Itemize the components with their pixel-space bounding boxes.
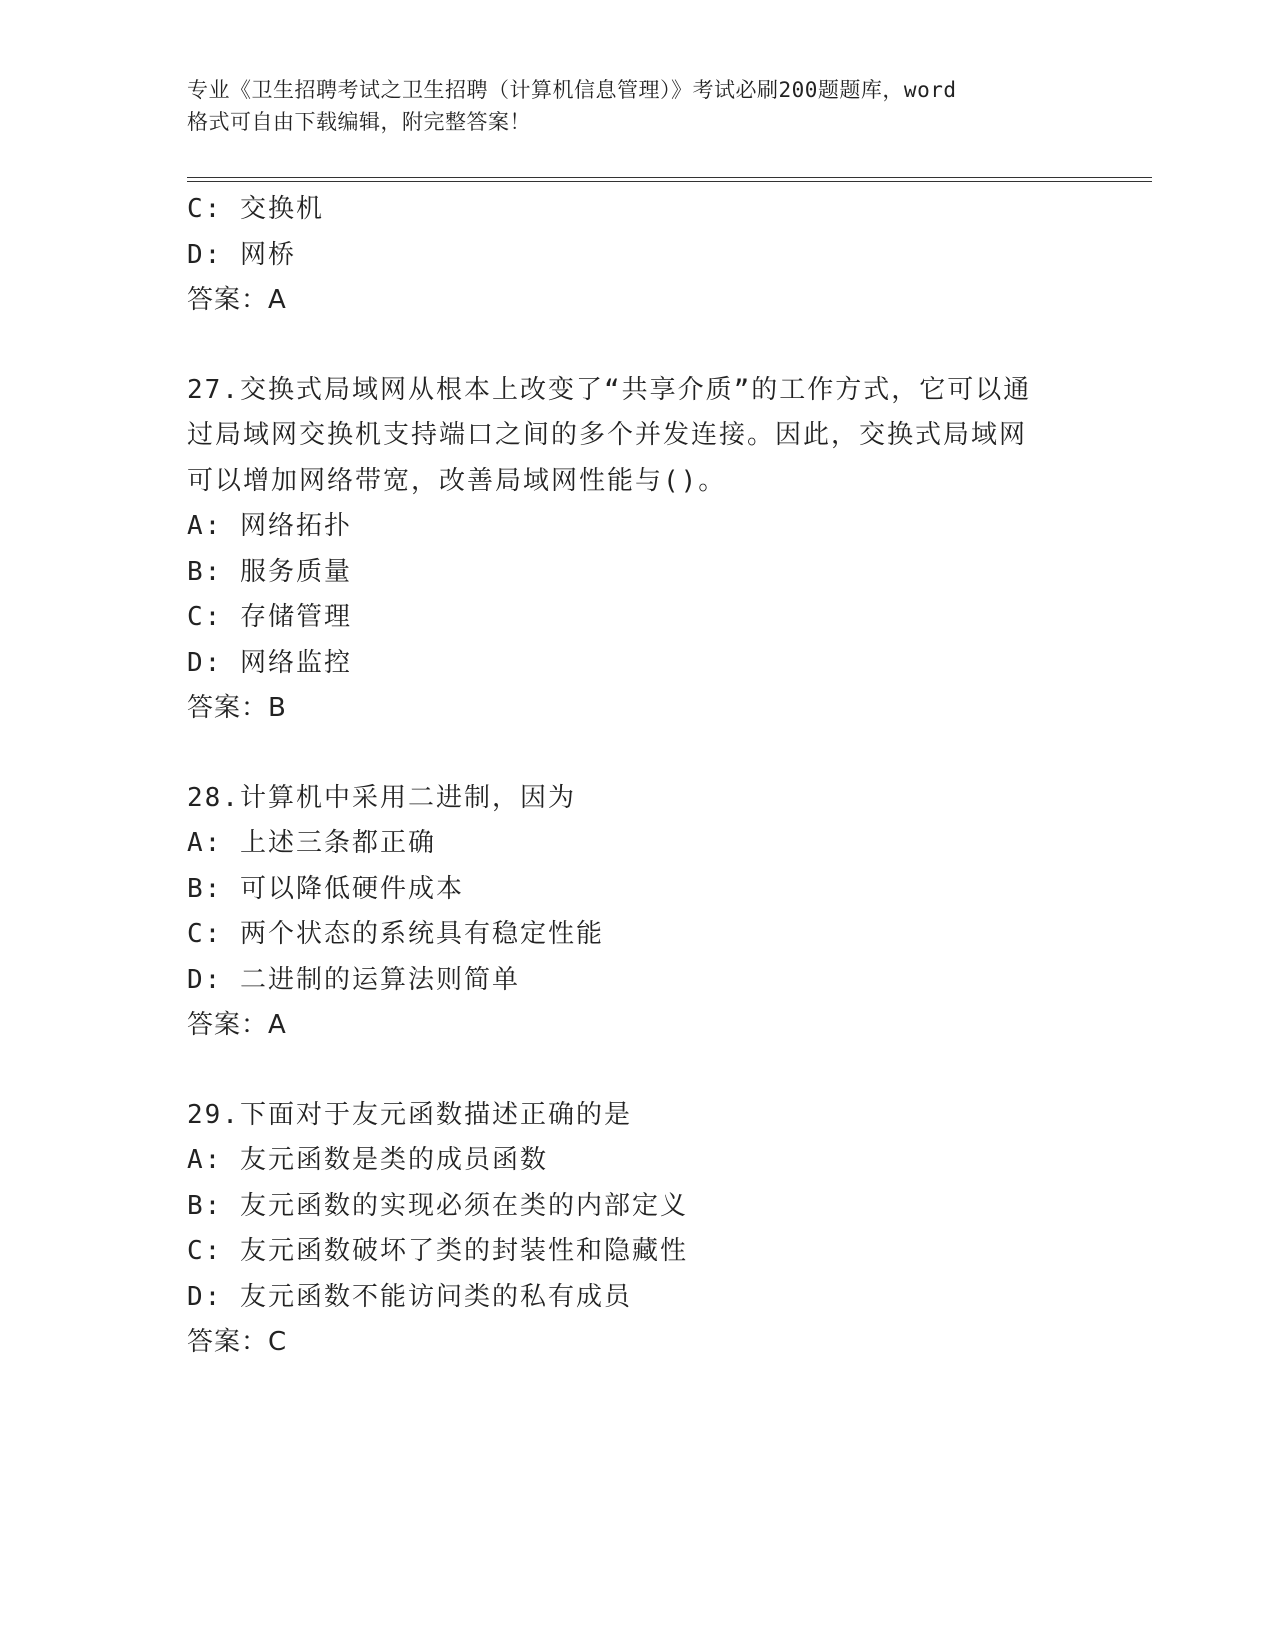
- answer-line: 答案：A: [187, 1010, 287, 1040]
- question-29: [187, 1093, 1147, 1366]
- option-c: C: 友元函数破坏了类的封装性和隐藏性: [187, 1236, 688, 1266]
- document-header: [187, 74, 1087, 138]
- option-b: B: 服务质量: [187, 556, 352, 587]
- header-divider-bottom: [187, 181, 1152, 182]
- option-b: B: 友元函数的实现必须在类的内部定义: [187, 1190, 688, 1221]
- document-body: [187, 187, 1147, 1366]
- question-text-line: 过局域网交换机支持端口之间的多个并发连接。因此，交换式局域网: [187, 420, 1028, 450]
- option-a: A: 网络拓扑: [187, 511, 352, 541]
- question-27: [187, 368, 1147, 732]
- question-text-line: 29.下面对于友元函数描述正确的是: [187, 1099, 632, 1130]
- answer-line: 答案：B: [187, 693, 287, 723]
- option-a: A: 友元函数是类的成员函数: [187, 1145, 548, 1175]
- option-d: D: 网络监控: [187, 647, 352, 678]
- question-text-line: 可以增加网络带宽，改善局域网性能与()。: [187, 465, 727, 496]
- spacer: [187, 324, 1147, 368]
- option-c: C: 两个状态的系统具有稳定性能: [187, 919, 604, 949]
- answer-line: 答案：C: [187, 1327, 288, 1357]
- option-d: D: 二进制的运算法则简单: [187, 964, 520, 995]
- header-title-line-1: 专业《卫生招聘考试之卫生招聘（计算机信息管理）》考试必刷200题题库，word: [187, 78, 957, 102]
- header-title-line-2: 格式可自由下载编辑，附完整答案！: [187, 110, 531, 134]
- answer-line: 答案：A: [187, 285, 287, 315]
- spacer: [187, 1049, 1147, 1093]
- option-d: D: 友元函数不能访问类的私有成员: [187, 1281, 632, 1312]
- option-d: D: 网桥: [187, 239, 296, 270]
- header-divider-top: [187, 177, 1152, 178]
- question-text-line: 28.计算机中采用二进制，因为: [187, 782, 576, 813]
- option-b: B: 可以降低硬件成本: [187, 873, 464, 904]
- question-28: [187, 776, 1147, 1049]
- question-26-tail: [187, 187, 1147, 324]
- question-text-line: 27.交换式局域网从根本上改变了“共享介质”的工作方式，它可以通: [187, 374, 1032, 405]
- option-c: C: 存储管理: [187, 602, 352, 632]
- option-c: C: 交换机: [187, 194, 324, 224]
- spacer: [187, 732, 1147, 776]
- option-a: A: 上述三条都正确: [187, 828, 436, 858]
